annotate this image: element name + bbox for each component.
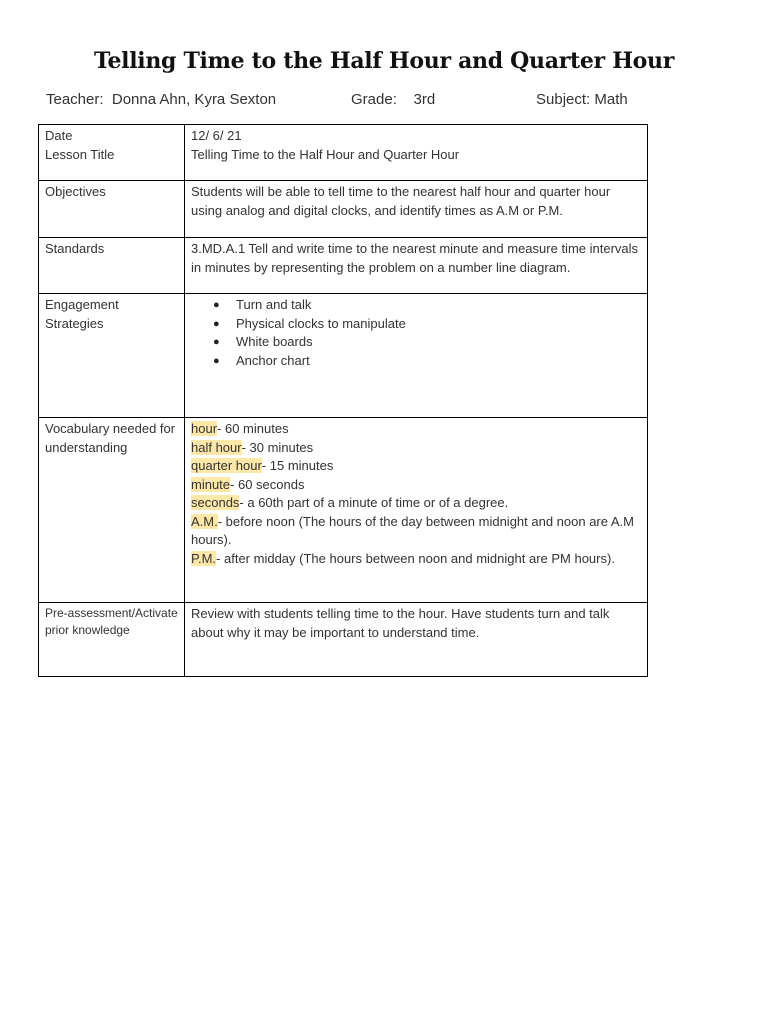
table-row-preassessment bbox=[39, 603, 648, 677]
vocab-term: half hour bbox=[191, 439, 242, 455]
engagement-label-cell bbox=[39, 294, 185, 418]
list-item: ● Physical clocks to manipulate bbox=[191, 315, 641, 334]
preassessment-label: Pre-assessment/Activate prior knowledge bbox=[39, 603, 185, 677]
vocab-item bbox=[191, 457, 641, 476]
vocab-definition: - 60 minutes bbox=[217, 421, 289, 436]
table-row-standards bbox=[39, 238, 648, 294]
lesson-plan-table bbox=[38, 124, 648, 677]
lesson-title-value: Telling Time to the Half Hour and Quarter Hour bbox=[191, 146, 460, 162]
vocab-term: A.M. bbox=[191, 513, 218, 529]
vocab-term: minute bbox=[191, 476, 231, 492]
objectives-value: Students will be able to tell time to the nearest half hour and quarter hour using analog and digital clocks, and identify times as A.M or P.M. bbox=[185, 181, 648, 238]
vocab-definition: - after midday (The hours between noon and midnight are PM hours). bbox=[216, 550, 615, 566]
standards-value: 3.MD.A.1 Tell and write time to the nearest minute and measure time intervals in minutes by representing the problem on a number line diagram. bbox=[185, 238, 648, 294]
vocab-term: quarter hour bbox=[191, 458, 262, 473]
date-value: 12/ 6/ 21 bbox=[191, 128, 242, 143]
date-label: Date bbox=[45, 128, 73, 143]
table-row-objectives bbox=[39, 181, 648, 238]
vocab-item bbox=[191, 494, 641, 513]
list-item: ● Turn and talk bbox=[191, 296, 641, 315]
teacher-field: Teacher: Donna Ahn, Kyra Sexton bbox=[46, 91, 277, 108]
date-label-cell bbox=[39, 125, 185, 181]
vocab-definition: - before noon (The hours of the day between midnight and noon are A.M hours). bbox=[191, 513, 635, 547]
engagement-label-2: Strategies bbox=[45, 315, 104, 331]
table-row-date bbox=[39, 125, 648, 181]
list-item: ● White boards bbox=[191, 333, 641, 352]
vocab-item bbox=[191, 513, 641, 550]
vocab-definition: - 30 minutes bbox=[241, 439, 314, 455]
engagement-list bbox=[191, 296, 641, 370]
preassessment-value: Review with students telling time to the hour. Have students turn and talk about why it may be important to understand time. bbox=[185, 603, 648, 677]
vocab-item bbox=[191, 439, 641, 458]
engagement-value-cell bbox=[185, 294, 648, 418]
list-item: ● Anchor chart bbox=[191, 352, 641, 371]
page-title: Telling Time to the Half Hour and Quarter Hour bbox=[93, 48, 675, 74]
objectives-label: Objectives bbox=[39, 181, 185, 238]
vocab-term: hour bbox=[191, 421, 218, 436]
table-row-vocabulary bbox=[39, 418, 648, 603]
vocab-definition: - 15 minutes bbox=[261, 458, 334, 473]
vocab-definition: - a 60th part of a minute of time or of a degree. bbox=[239, 495, 509, 510]
header-row bbox=[46, 91, 646, 111]
vocabulary-label: Vocabulary needed for understanding bbox=[39, 418, 185, 603]
grade-field: Grade: 3rd bbox=[351, 91, 436, 108]
vocab-item bbox=[191, 420, 641, 439]
vocab-definition: - 60 seconds bbox=[230, 476, 305, 492]
vocab-term: P.M. bbox=[191, 550, 217, 566]
standards-label: Standards bbox=[39, 238, 185, 294]
vocabulary-value-cell bbox=[185, 418, 648, 603]
engagement-label-1: Engagement bbox=[45, 297, 119, 312]
vocab-term: seconds bbox=[191, 495, 240, 510]
table-row-engagement bbox=[39, 294, 648, 418]
vocab-item bbox=[191, 550, 641, 569]
lesson-title-label: Lesson Title bbox=[45, 146, 115, 162]
vocab-item bbox=[191, 476, 641, 495]
subject-field: Subject: Math bbox=[536, 91, 628, 108]
date-value-cell bbox=[185, 125, 648, 181]
